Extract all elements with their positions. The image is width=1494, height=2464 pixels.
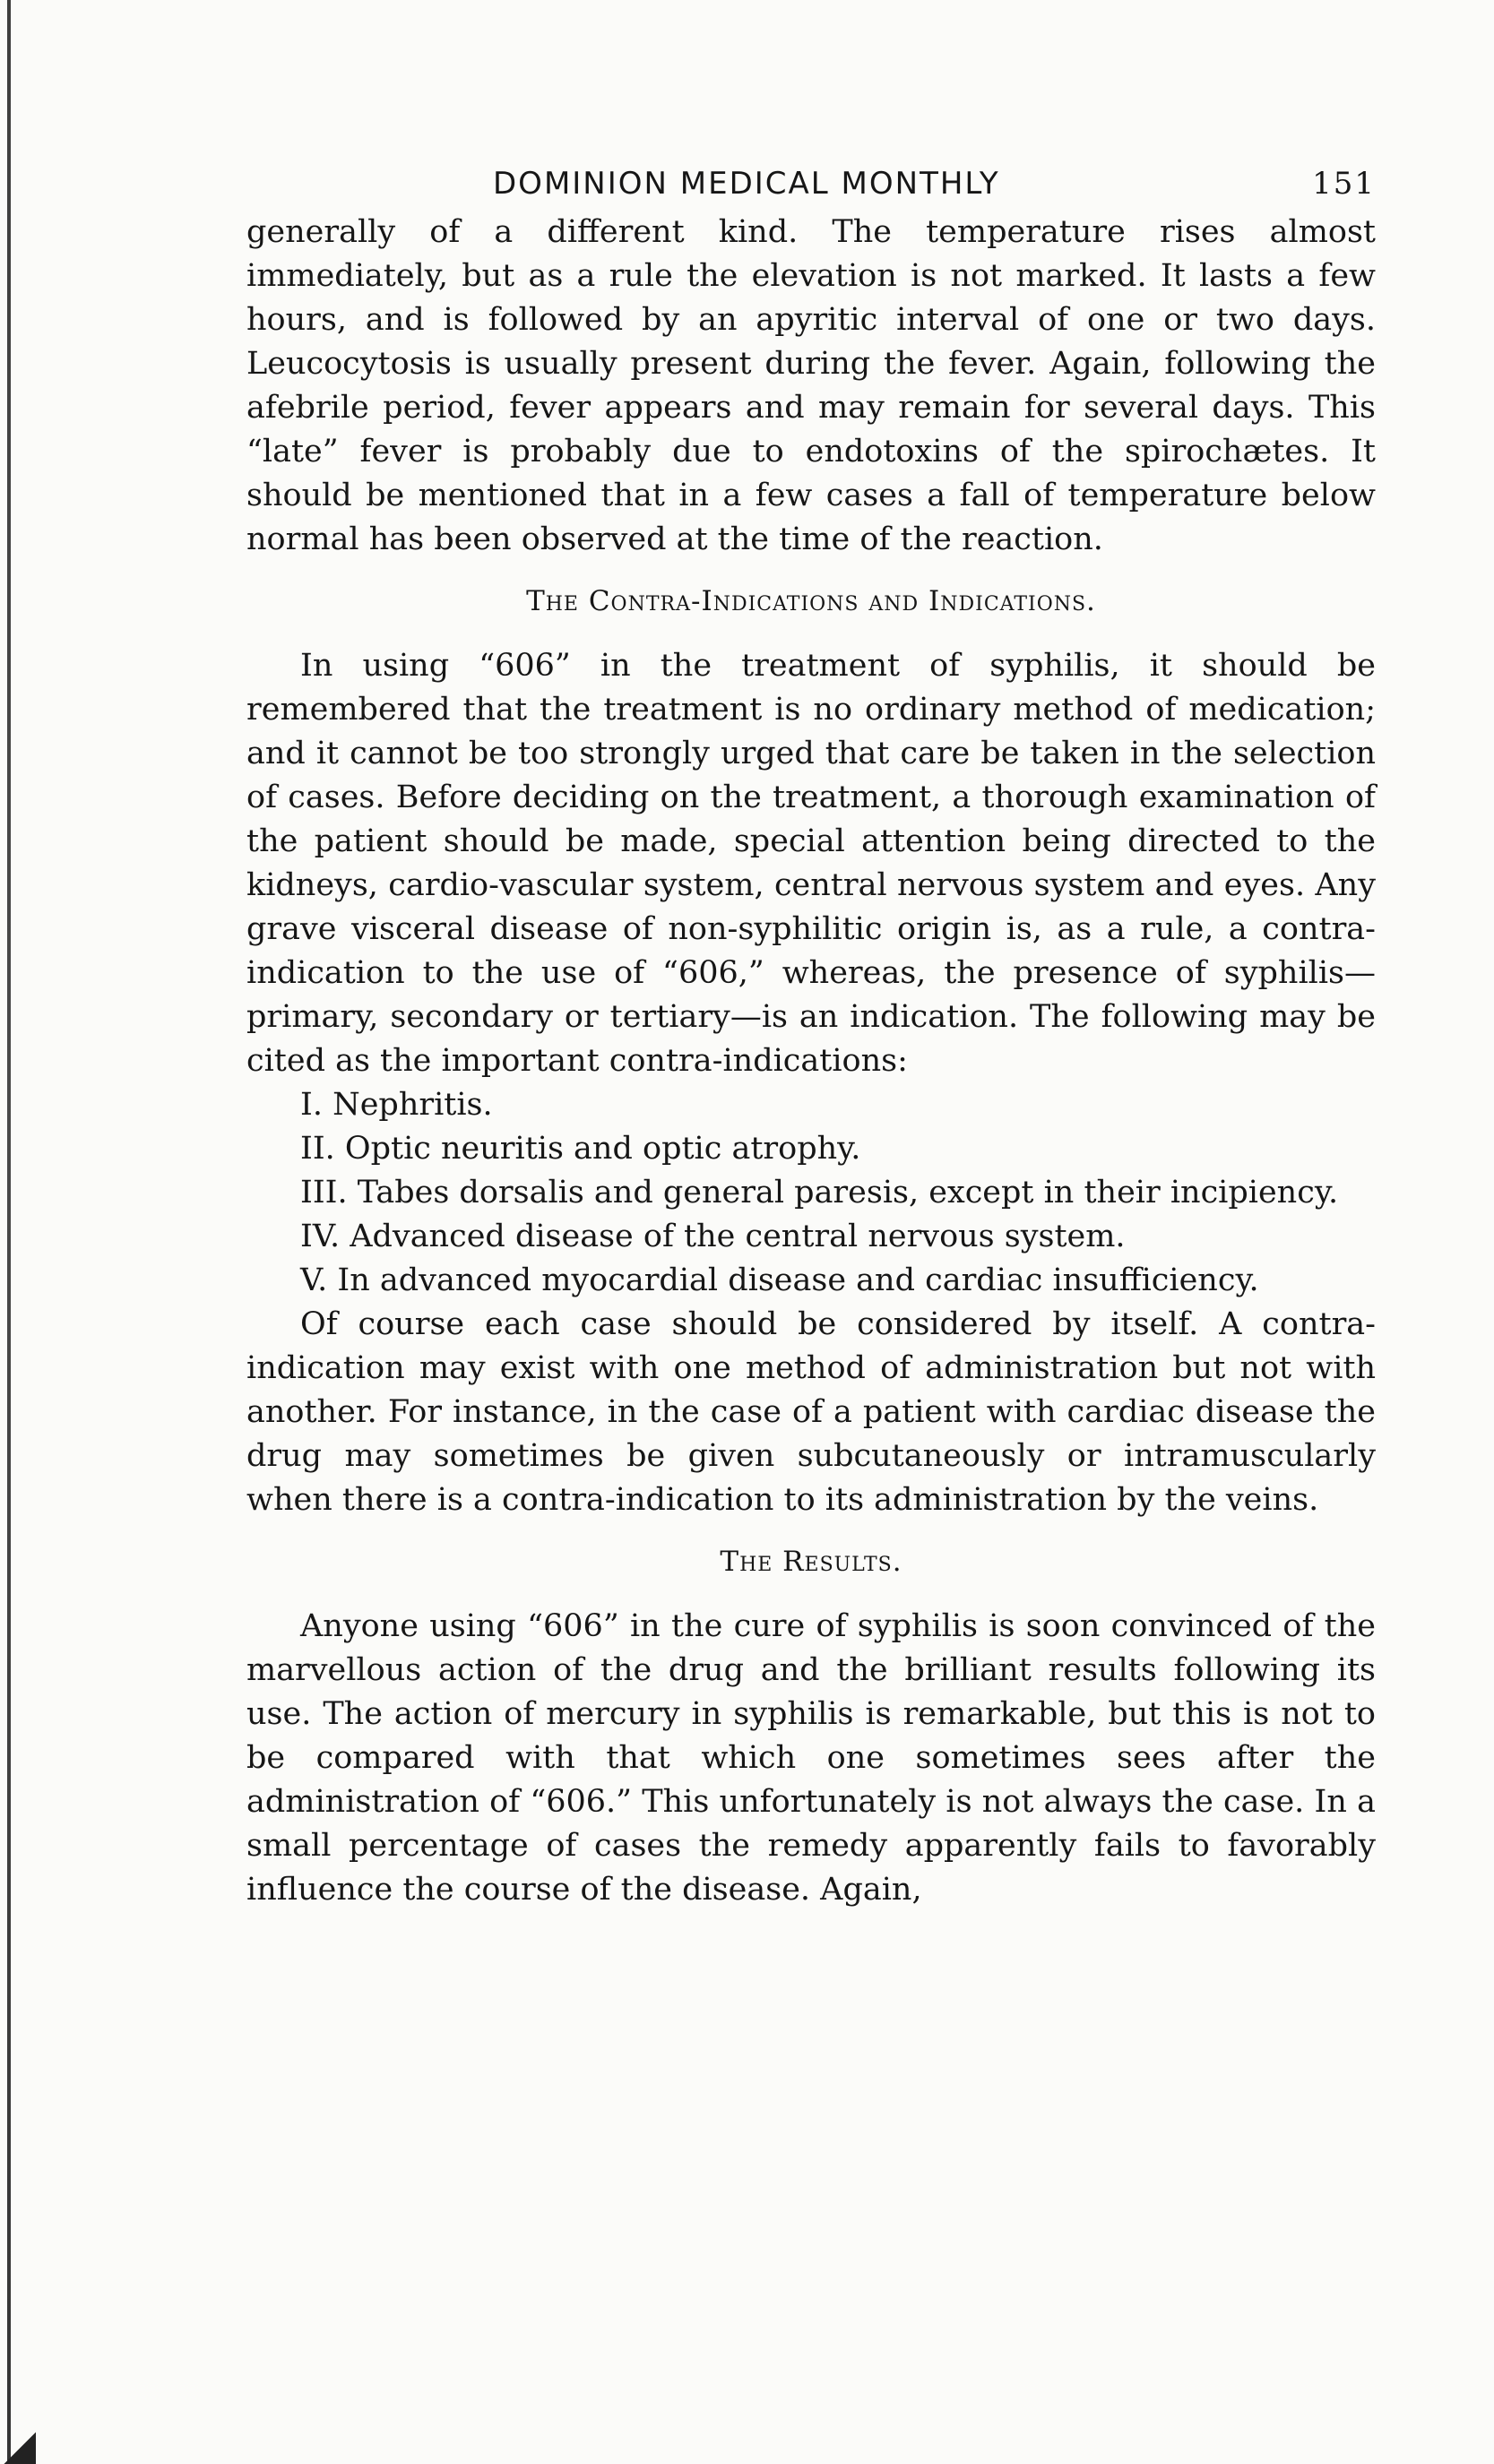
paragraph-fever: generally of a different kind. The temperature rises almost immediately, but as a rule the elevation is not marked. It lasts a few hours, and is followed by an apyritic interval of one or two days. Leucocytosis is usually present during the fever. Again, following the afebrile period, fever appears and may remain for several days. This “late” fever is probably due to endotoxins of the spirochætes. It should be mentioned that in a few cases a fall of temperature below normal has been observed at the time of the reaction. [246,214,1376,557]
journal-title: DOMINION MEDICAL MONTHLY [493,166,1000,202]
article-body [246,211,1376,1912]
contra-indications-list [246,1083,1376,1303]
page-binding-edge [7,0,11,2464]
section-heading-contra-indications: The Contra-Indications and Indications. [526,585,1096,617]
list-item: V. In advanced myocardial disease and cardiac insufficiency. [300,1262,1259,1298]
journal-page [246,157,1376,1912]
page-corner-shadow [0,2428,36,2464]
list-item: III. Tabes dorsalis and general paresis, except in their incipiency. [300,1175,1339,1210]
paragraph-each-case: Of course each case should be considered by itself. A contra-indication may exist with one method of administration but not with another. For instance, in the case of a patient with cardiac disease the drug may sometimes be given subcutaneously or intramuscularly when there is a contra-indication to its administration by the veins. [246,1306,1376,1518]
paragraph-results: Anyone using “606” in the cure of syphilis is soon convinced of the marvellous action of the drug and the brilliant results following its use. The action of mercury in syphilis is remarkable, but this is not to be compared with that which one sometimes sees after the administration of “606.” This unfortunately is not always the case. In a small percentage of cases the remedy apparently fails to favorably influence the course of the disease. Again, [246,1608,1376,1908]
page-number: 151 [1312,166,1376,202]
section-heading-results: The Results. [720,1546,902,1578]
list-item: II. Optic neuritis and optic atrophy. [300,1131,861,1167]
list-item: I. Nephritis. [300,1087,493,1123]
running-header [246,157,1376,211]
paragraph-using-606: In using “606” in the treatment of syphilis, it should be remembered that the treatment is no ordinary method of medication; and it cannot be too strongly urged that care be taken in the selection of cases. Before deciding on the treatment, a thorough examination of the patient should be made, special attention being directed to the kidneys, cardio-vascular system, central nervous system and eyes. Any grave visceral disease of non-syphilitic origin is, as a rule, a contra-indication to the use of “606,” whereas, the presence of syphilis—primary, secondary or tertiary—is an indication. The following may be cited as the important contra-indications: [246,648,1376,1079]
list-item: IV. Advanced disease of the central nervous system. [300,1219,1126,1254]
